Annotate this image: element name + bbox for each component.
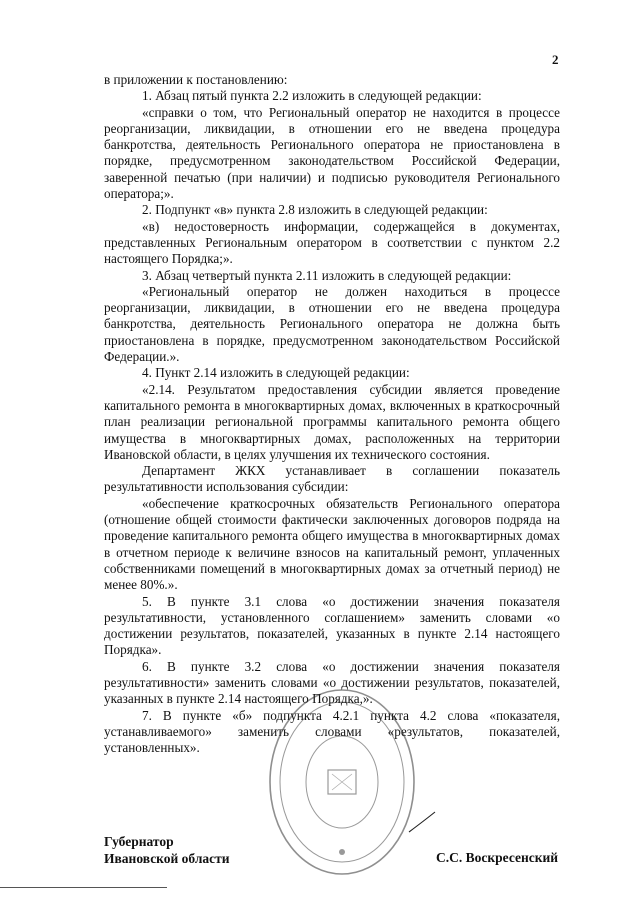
paragraph: «обеспечение краткосрочных обязательств Регионального оператора (отношение общей стоимости фактически заключенных договоров подряда на проведение капитального ремонта общего имущества в многоквартирных домах в отчетном периоде к величине взносов на капитальный ремонт, уплаченных собственниками помещений в многоквартирных домах за отчетный период) не менее 80%.». [104,495,560,593]
paragraph: «2.14. Результатом предоставления субсидии является проведение капитального ремонта в многоквартирных домах, включенных в краткосрочный план реализации региональной программы капитального ремонта общего имущества в многоквартирных домах, расположенных на территории Ивановской области, в целях улучшения их технического состояния. [104,381,560,462]
paragraph: 1. Абзац пятый пункта 2.2 изложить в следующей редакции: [142,88,482,104]
signatory-region: Ивановской области [104,851,230,866]
paragraph: Департамент ЖКХ устанавливает в соглашении показатель результативности использования субсидии: [104,463,560,495]
paragraph: «Региональный оператор не должен находиться в процессе реорганизации, ликвидации, в отношении его не введена процедура банкротства, деятельность Регионального оператора не должна быть приостановлена в порядке, предусмотренном законодательством Российской Федерации.». [104,283,560,365]
paragraph: 7. В пункте «б» подпункта 4.2.1 пункта 4.2 слова «показателя, устанавливаемого» заменить словами «результатов, показателей, установленных». [104,707,560,756]
paragraph: «в) недостоверность информации, содержащейся в документах, представленных Региональным оператором в соответствии с пунктом 2.2 настоящего Порядка;». [104,218,560,267]
paragraph: 6. В пункте 3.2 слова «о достижении значения показателя результативности» заменить словами «о достижении результатов, показателей, указанных в пункте 2.14 настоящего Порядка,». [104,658,560,707]
paragraph: «справки о том, что Региональный оператор не находится в процессе реорганизации, ликвидации, в отношении его не введена процедура банкротства, деятельность Регионального оператора не приостановлена в порядке, предусмотренном законодательством Российской Федерации, заверенной печатью (при наличии) и подписью руководителя Регионального оператора;». [104,104,560,202]
signatory-name: С.С. Воскресенский [436,850,559,865]
paragraph: 3. Абзац четвертый пункта 2.11 изложить в следующей редакции: [142,267,512,283]
document-body [104,72,560,756]
paragraph: 5. В пункте 3.1 слова «о достижении значения показателя результативности, установленного соглашением» заменить словами «о достижении результатов, показателей, указанных в пункте 2.14 настоящего Порядка». [104,593,560,658]
signatory-title [104,833,230,867]
footer-divider [0,887,167,888]
signatory-position: Губернатор [104,834,174,849]
paragraph: 2. Подпункт «в» пункта 2.8 изложить в следующей редакции: [142,202,488,218]
paragraph: 4. Пункт 2.14 изложить в следующей редакции: [142,365,410,381]
handwritten-signature [405,808,445,838]
paragraph: в приложении к постановлению: [104,72,288,87]
page-number: 2 [552,52,559,67]
